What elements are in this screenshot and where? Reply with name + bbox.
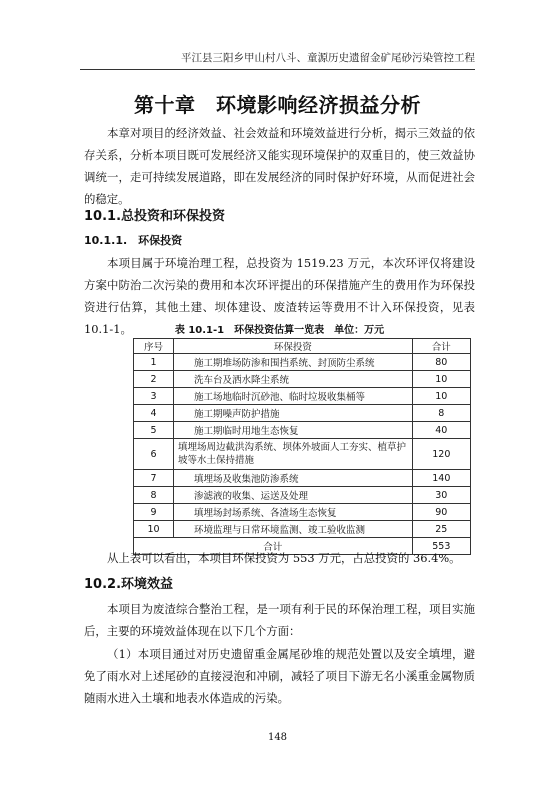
row-item: 环境监理与日常环境监测、竣工验收监测 <box>174 521 413 538</box>
running-header: 平江县三阳乡甲山村八斗、童源历史遗留金矿尾砂污染管控工程 <box>181 52 475 64</box>
table-row <box>134 422 471 439</box>
col-header-total: 合计 <box>412 339 470 354</box>
table-row <box>134 439 471 470</box>
row-total: 120 <box>412 439 470 470</box>
table-row <box>134 521 471 538</box>
row-item: 填埋场及收集池防渗系统 <box>174 470 413 487</box>
row-total: 90 <box>412 504 470 521</box>
investment-table <box>133 338 471 555</box>
row-item: 洗车台及洒水降尘系统 <box>174 371 413 388</box>
subsection-heading-10-1-1: 10.1.1. 环保投资 <box>84 234 183 247</box>
row-no: 6 <box>134 439 174 470</box>
row-total: 30 <box>412 487 470 504</box>
row-total: 25 <box>412 521 470 538</box>
row-no: 7 <box>134 470 174 487</box>
chapter-title: 第十章 环境影响经济损益分析 <box>134 93 421 117</box>
table-row <box>134 354 471 371</box>
table-row <box>134 388 471 405</box>
benefit-item-1: （1）本项目通过对历史遗留重金属尾砂堆的规范处置以及安全填埋，避免了雨水对上述尾砂的直接浸泡和冲刷，减轻了项目下游无名小溪重金属物质随雨水进入土壤和地表水体造成的污染。 <box>84 647 475 705</box>
investment-paragraph: 本项目属于环境治理工程，总投资为 1519.23 万元，本次环评仅将建设方案中防治二次污染的费用和本次环评提出的环保措施产生的费用作为环保投资进行估算，其他土建、坝体建设、废渣转运等费用不计入环保投资，见表 10.1-1。 <box>84 256 475 336</box>
row-no: 5 <box>134 422 174 439</box>
row-total: 140 <box>412 470 470 487</box>
section-heading-10-2: 10.2.环境效益 <box>84 577 174 592</box>
row-item: 施工期噪声防护措施 <box>174 405 413 422</box>
row-total: 40 <box>412 422 470 439</box>
row-total: 8 <box>412 405 470 422</box>
sum-label: 合计 <box>134 538 413 555</box>
section-heading-10-1: 10.1.总投资和环保投资 <box>84 209 226 224</box>
sum-value: 553 <box>412 538 470 555</box>
page-number: 148 <box>267 732 288 743</box>
row-no: 9 <box>134 504 174 521</box>
row-item: 施工期临时用地生态恢复 <box>174 422 413 439</box>
row-item: 填埋场封场系统、各渣场生态恢复 <box>174 504 413 521</box>
row-no: 10 <box>134 521 174 538</box>
row-no: 2 <box>134 371 174 388</box>
header-divider <box>80 69 475 70</box>
col-header-item: 环保投资 <box>174 339 413 354</box>
row-total: 80 <box>412 354 470 371</box>
table-row <box>134 371 471 388</box>
row-item: 施工场地临时沉砂池、临时垃圾收集桶等 <box>174 388 413 405</box>
after-table-paragraph: 从上表可以看出，本项目环保投资为 553 万元，占总投资的 36.4%。 <box>107 551 461 565</box>
benefit-paragraph: 本项目为废渣综合整治工程，是一项有利于民的环保治理工程，项目实施后，主要的环境效益体现在以下几个方面： <box>84 602 475 638</box>
intro-paragraph: 本章对项目的经济效益、社会效益和环境效益进行分析，揭示三效益的依存关系，分析本项目既可发展经济又能实现环境保护的双重目的，使三效益协调统一，走可持续发展道路，即在发展经济的同时保护好环境，从而促进社会的稳定。 <box>84 126 475 206</box>
table-caption: 表 10.1-1 环保投资估算一览表 单位：万元 <box>174 325 385 336</box>
table-row <box>134 504 471 521</box>
row-no: 1 <box>134 354 174 371</box>
table-row <box>134 487 471 504</box>
col-header-no: 序号 <box>134 339 174 354</box>
row-item: 填埋场周边截洪沟系统、坝体外坡面人工夯实、植草护坡等水土保持措施 <box>174 439 413 470</box>
row-no: 4 <box>134 405 174 422</box>
row-item: 渗滤液的收集、运送及处理 <box>174 487 413 504</box>
table-row <box>134 405 471 422</box>
row-total: 10 <box>412 371 470 388</box>
table-header-row <box>134 339 471 354</box>
table-row <box>134 470 471 487</box>
row-no: 3 <box>134 388 174 405</box>
row-total: 10 <box>412 388 470 405</box>
row-item: 施工期堆场防渗和围挡系统、封顶防尘系统 <box>174 354 413 371</box>
row-no: 8 <box>134 487 174 504</box>
